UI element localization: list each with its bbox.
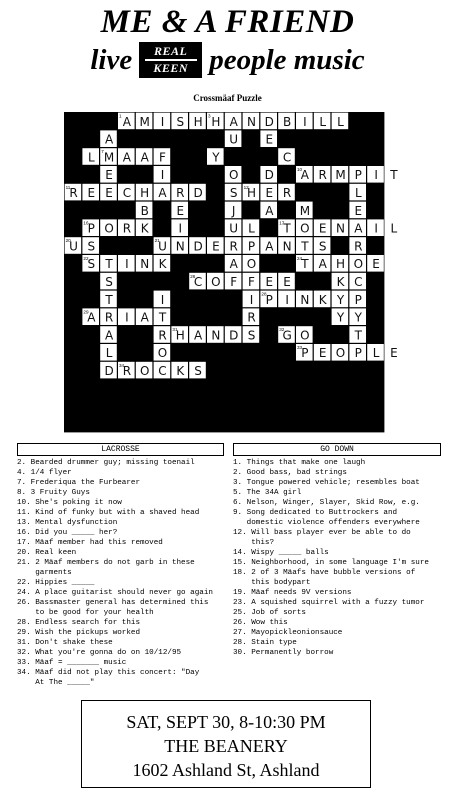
grid-letter: D — [104, 364, 114, 378]
headline-title: ME & A FRIEND — [100, 4, 355, 40]
grid-letter: P — [265, 292, 273, 307]
grid-letter: O — [353, 257, 364, 272]
lacrosse-clue: 21. 2 Mäaf members do not garb in these garments — [17, 559, 195, 577]
godown-clue: 28. Stain type — [233, 639, 297, 647]
godown-clue: 25. Job of sorts — [233, 609, 306, 617]
clue-number: 10 — [297, 167, 303, 172]
grid-letter: E — [318, 346, 327, 361]
grid-letter: D — [264, 114, 274, 129]
clue-number: 11 — [65, 184, 71, 190]
grid-letter: B — [282, 114, 292, 129]
grid-letter: R — [122, 221, 132, 236]
clue-number: 32 — [279, 327, 285, 333]
grid-letter: O — [246, 257, 257, 272]
grid-letter: A — [318, 257, 327, 272]
grid-letter: P — [354, 292, 362, 307]
godown-clue: 27. Mayopickleonionsauce — [233, 629, 343, 637]
grid-letter: P — [301, 346, 309, 361]
grid-letter: C — [122, 186, 132, 200]
godown-clue: 2. Good bass, bad strings — [233, 469, 347, 477]
clue-number: 24 — [297, 256, 303, 261]
grid-letter: E — [318, 221, 327, 236]
grid-letter: N — [175, 239, 185, 254]
clue-number: 21 — [154, 238, 160, 244]
lacrosse-clue: 20. Real keen — [17, 549, 77, 557]
godown-clues — [233, 443, 441, 658]
grid-letter: T — [301, 257, 309, 272]
grid-letter: A — [140, 150, 149, 165]
grid-letter: O — [300, 221, 310, 236]
lacrosse-clue: 32. What you're gonna do on 10/12/95 — [17, 649, 182, 657]
event-address: 1602 Ashland St, Ashland — [132, 760, 320, 780]
grid-letter: E — [265, 186, 274, 200]
grid-letter: J — [231, 203, 236, 218]
grid-letter: A — [265, 239, 274, 254]
grid-letter: I — [303, 114, 307, 129]
grid-letter: C — [282, 150, 292, 165]
grid-letter: F — [248, 275, 255, 289]
grid-letter: G — [282, 328, 292, 343]
grid-letter: R — [176, 186, 185, 200]
grid-letter: B — [140, 203, 149, 218]
godown-clue: 18. 2 of 3 Mäafs have bubble versions of this bodypart — [233, 569, 416, 587]
grid-letter: E — [105, 186, 113, 200]
grid-letter: E — [87, 186, 96, 200]
grid-letter: R — [318, 168, 327, 183]
grid-letter: R — [69, 186, 78, 200]
lacrosse-clue: 10. She's poking it now — [17, 499, 122, 507]
grid-letter: N — [282, 239, 292, 254]
grid-letter: L — [337, 114, 344, 129]
grid-letter: I — [178, 221, 183, 236]
grid-letter: O — [228, 168, 239, 183]
lacrosse-clue: 22. Hippies _____ — [17, 579, 95, 587]
clue-number: 33 — [297, 345, 303, 350]
grid-letter: S — [87, 257, 96, 272]
grid-letter: A — [140, 310, 149, 325]
clue-number: 17 — [279, 220, 285, 226]
grid-letter: U — [158, 239, 167, 254]
grid-letter: I — [125, 310, 129, 325]
grid-letter: A — [265, 203, 274, 218]
grid-letter: R — [354, 239, 363, 254]
grid-letter: I — [374, 168, 378, 183]
grid-letter: T — [390, 168, 398, 183]
grid-letter: R — [282, 186, 292, 200]
grid-letter: O — [300, 328, 310, 343]
grid-letter: S — [105, 275, 113, 289]
grid-letter: T — [105, 292, 113, 307]
grid-letter: I — [125, 257, 129, 272]
grid-letter: O — [104, 221, 114, 236]
grid-letter: A — [300, 168, 310, 183]
godown-clue: 26. Wow this — [233, 619, 288, 627]
grid-letter: A — [158, 186, 167, 200]
grid-letter: O — [157, 346, 168, 361]
clue-number: 22 — [83, 256, 89, 261]
grid-letter: T — [158, 310, 167, 325]
grid-letter: R — [104, 310, 114, 325]
godown-clue-list — [233, 458, 441, 658]
grid-letter: N — [140, 257, 150, 272]
clue-number: 34 — [119, 362, 125, 368]
clue-number: 28 — [261, 291, 267, 297]
godown-clue: 3. Tongue powered vehicle; resembles boat — [233, 479, 420, 487]
lacrosse-clue: 8. 3 Fruity Guys — [17, 489, 90, 497]
grid-letter: C — [158, 364, 167, 378]
clue-number: 29 — [83, 309, 89, 315]
grid-letter: A — [87, 310, 96, 325]
grid-letter: A — [104, 132, 114, 147]
grid-letter: F — [159, 150, 166, 165]
grid-letter: T — [283, 221, 291, 236]
grid-letter: A — [229, 114, 238, 129]
grid-letter: K — [318, 292, 327, 307]
godown-clue: 9. Song dedicated to Buttrockers and domestic violence offenders everywhere — [233, 509, 420, 527]
grid-letter: L — [319, 114, 327, 129]
lacrosse-clue: 29. Wish the pickups worked — [17, 629, 141, 637]
grid-letter: D — [264, 168, 274, 183]
grid-letter: I — [160, 292, 165, 307]
clue-number: 31 — [172, 327, 178, 333]
grid-letter: E — [176, 203, 185, 218]
grid-letter: Y — [336, 310, 345, 325]
godown-clue: 1. Things that make one laugh — [233, 459, 366, 467]
logo-top-text: REAL — [154, 44, 188, 58]
clue-number: 20 — [65, 238, 71, 244]
grid-letter: I — [374, 221, 378, 236]
grid-letter: R — [122, 364, 132, 378]
headline-live: live — [90, 44, 133, 76]
godown-clue: 19. Mäaf needs 9V versions — [233, 589, 352, 597]
grid-letter: M — [299, 203, 311, 218]
grid-letter: R — [229, 239, 238, 254]
puzzle-title: Crossmäaf Puzzle — [193, 93, 262, 103]
godown-header: GO DOWN — [233, 443, 441, 456]
grid-letter: O — [211, 275, 221, 289]
grid-letter: H — [175, 328, 185, 343]
godown-clue: 30. Permanently borrow — [233, 649, 334, 657]
grid-letter: N — [336, 221, 345, 236]
grid-letter: L — [105, 346, 113, 361]
lacrosse-clue: 17. Mäaf member had this removed — [17, 539, 163, 547]
grid-letter: E — [212, 239, 220, 254]
grid-letter: Y — [354, 310, 362, 325]
grid-letter: K — [336, 275, 345, 289]
grid-letter: U — [229, 221, 239, 236]
headline-rest: people music — [209, 44, 365, 76]
lacrosse-clue: 11. Kind of funky but with a shaved head — [17, 509, 200, 517]
lacrosse-clue: 16. Did you _____ her? — [17, 529, 118, 537]
lacrosse-clue: 34. Mäaf did not play this concert: "Day At The _____" — [17, 669, 200, 687]
grid-letter: A — [104, 328, 114, 343]
godown-clue: 5. The 34A girl — [233, 489, 302, 497]
grid-letter: H — [211, 114, 221, 129]
grid-letter: E — [372, 257, 380, 272]
clue-number: 1 — [119, 113, 122, 119]
clue-number: 12 — [243, 184, 249, 190]
event-venue: THE BEANERY — [164, 736, 288, 756]
grid-letter: L — [372, 346, 380, 361]
grid-letter: H — [246, 186, 257, 200]
grid-letter: I — [249, 292, 254, 307]
grid-letter: T — [354, 328, 362, 343]
grid-letter: A — [122, 150, 132, 165]
grid-letter: O — [139, 364, 150, 378]
grid-letter: P — [354, 346, 362, 361]
grid-letter: S — [247, 328, 256, 343]
lacrosse-clue: 13. Mental dysfunction — [17, 519, 118, 527]
clue-number: 3 — [208, 113, 211, 119]
lacrosse-clue: 31. Don't shake these — [17, 639, 113, 647]
grid-letter: L — [390, 221, 398, 236]
grid-letter: F — [230, 275, 238, 289]
grid-letter: E — [283, 275, 291, 289]
grid-letter: O — [335, 346, 346, 361]
lacrosse-clue-list — [17, 458, 224, 688]
lacrosse-clue: 33. Mäaf = _______ music — [17, 659, 127, 667]
lacrosse-clue: 28. Endless search for this — [17, 619, 141, 627]
grid-letter: T — [105, 257, 113, 272]
grid-letter: A — [354, 221, 363, 236]
grid-letter: N — [247, 114, 256, 129]
grid-letter: N — [300, 292, 310, 307]
logo-bottom-text: KEEN — [153, 61, 189, 75]
grid-letter: S — [229, 186, 238, 200]
grid-letter: M — [335, 168, 346, 183]
grid-letter: E — [265, 275, 274, 289]
grid-letter: C — [193, 275, 203, 289]
grid-letter: P — [354, 168, 362, 183]
clue-number: 7 — [101, 149, 104, 155]
grid-letter: L — [248, 221, 255, 236]
grid-letter: E — [390, 346, 398, 361]
godown-clue: 14. Wispy _____ balls — [233, 549, 329, 557]
grid-letter: K — [176, 364, 185, 378]
grid-letter: M — [103, 150, 115, 165]
godown-clue: 15. Neighborhood, in some language I'm sure — [233, 559, 429, 567]
grid-letter: T — [301, 239, 309, 254]
grid-letter: R — [247, 310, 256, 325]
grid-letter: S — [318, 239, 327, 254]
clue-number: 16 — [83, 220, 89, 226]
godown-clue: 12. Will bass player ever be able to do this? — [233, 529, 411, 547]
lacrosse-clue: 26. Bassmaster general has determined this to be good for your health — [17, 599, 209, 617]
grid-letter: S — [87, 239, 96, 254]
event-info-box — [81, 700, 371, 788]
grid-letter: U — [229, 132, 239, 147]
event-date-time: SAT, SEPT 30, 8-10:30 PM — [126, 712, 326, 732]
grid-letter: L — [354, 186, 362, 200]
clue-number: 26 — [190, 273, 196, 279]
grid-letter: A — [229, 257, 238, 272]
lacrosse-clue: 7. Frederiqua the Furbearer — [17, 479, 141, 487]
grid-letter: I — [160, 114, 165, 129]
grid-letter: M — [139, 114, 150, 129]
lacrosse-header: LACROSSE — [17, 443, 224, 456]
lacrosse-clue: 24. A place guitarist should never go again — [17, 589, 213, 597]
grid-letter: U — [69, 239, 78, 254]
grid-letter: H — [193, 114, 203, 129]
grid-letter: E — [105, 168, 113, 183]
grid-letter: I — [285, 292, 289, 307]
grid-letter: E — [265, 132, 274, 147]
lacrosse-clue: 2. Bearded drummer guy; missing toenail — [17, 459, 195, 467]
grid-letter: D — [229, 328, 239, 343]
grid-letter: Y — [212, 150, 220, 165]
grid-letter: D — [193, 186, 203, 200]
godown-clue: 23. A squished squirrel with a fuzzy tumor — [233, 599, 425, 607]
lacrosse-clue: 4. 1/4 flyer — [17, 469, 72, 477]
grid-letter: P — [247, 239, 256, 254]
grid-letter: L — [87, 150, 95, 165]
grid-letter: H — [140, 186, 150, 200]
grid-letter: A — [193, 328, 203, 343]
grid-letter: D — [193, 239, 203, 254]
godown-clue: 6. Nelson, Winger, Slayer, Skid Row, e.g. — [233, 499, 420, 507]
grid-letter: K — [158, 257, 167, 272]
grid-letter: R — [158, 328, 167, 343]
grid-letter: K — [140, 221, 149, 236]
grid-letter: E — [354, 203, 363, 218]
grid-letter: I — [160, 168, 165, 183]
grid-letter: P — [87, 221, 95, 236]
grid-letter: H — [335, 257, 346, 272]
lacrosse-clues — [17, 443, 224, 688]
grid-letter: S — [176, 114, 185, 129]
grid-letter: Y — [336, 292, 345, 307]
grid-letter: N — [211, 328, 221, 343]
grid-letter: S — [194, 364, 202, 378]
grid-letter: A — [122, 114, 132, 129]
grid-letter: C — [354, 275, 363, 289]
